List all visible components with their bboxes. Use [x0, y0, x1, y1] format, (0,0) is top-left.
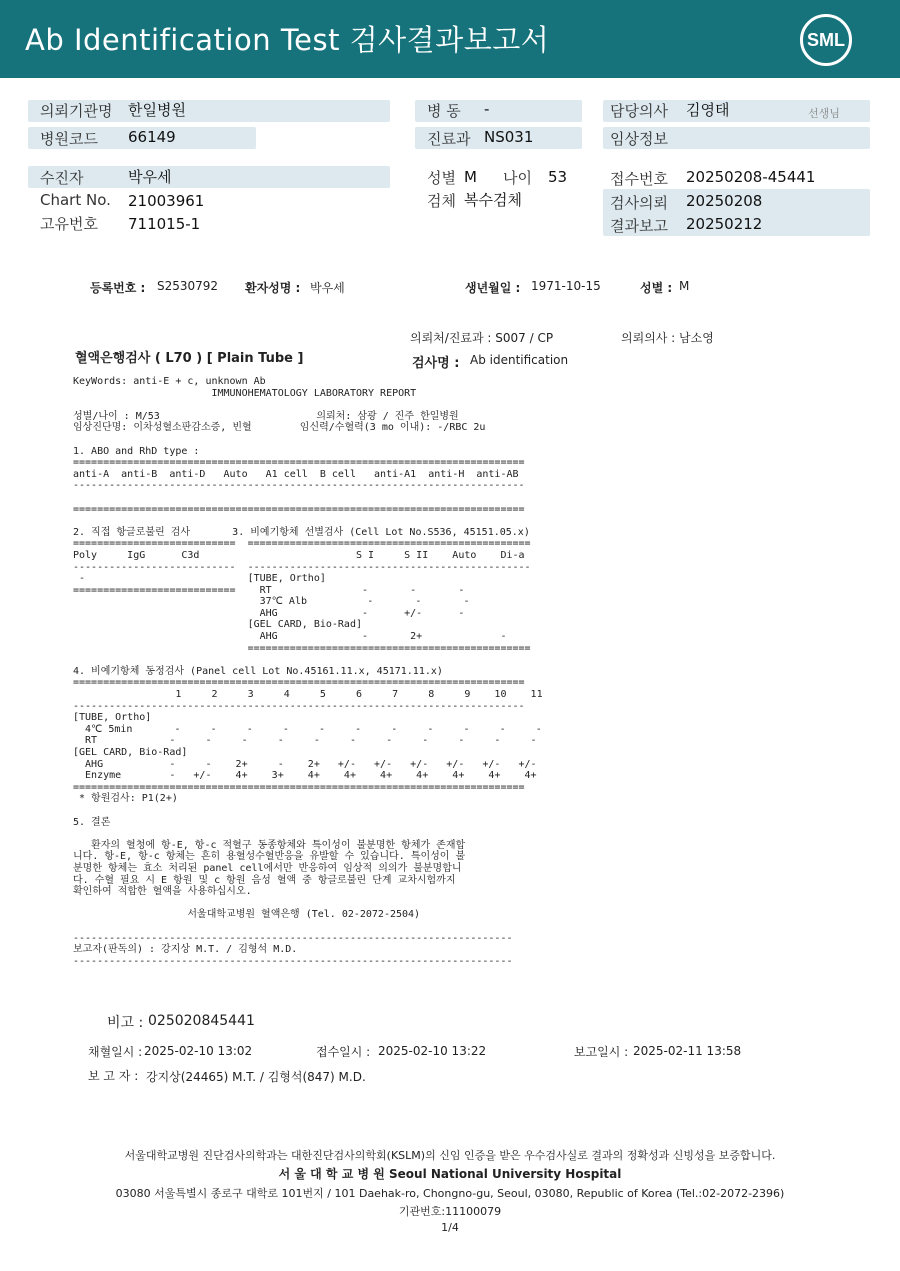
reg-no-label: 등록번호 : [90, 281, 146, 295]
report-line: 환자의 혈청에 항-E, 항-c 적혈구 동종항체와 특이성이 불분명한 항체가 존재합 [73, 839, 466, 851]
report-line: 확인하여 적합한 혈액을 사용하십시오. [73, 886, 252, 898]
footer-address: 03080 서울특별시 종로구 대학로 101번지 / 101 Daehak-ro, Chongno-gu, Seoul, 03080, Republic of Korea (Tel.:02-2072-2396) [115, 1187, 785, 1200]
report-line: 4℃ 5min - - - - - - - - - - - [73, 723, 542, 735]
chart-no-value: 21003961 [128, 192, 205, 210]
receipt-no-value: 20250208-45441 [686, 168, 816, 186]
report-line: 분명한 항체는 효소 처리된 panel cell에서만 반응하여 임상적 의의가 불분명합니 [73, 862, 462, 874]
report-line: =========================== RT - - - [73, 584, 465, 596]
chart-no-label: Chart No. [40, 191, 111, 209]
specimen-value: 복수검체 [464, 191, 522, 209]
collect-label: 채혈일시 : [88, 1045, 143, 1059]
report-body [73, 376, 543, 967]
report-line: [GEL CARD, Bio-Rad] [73, 619, 362, 631]
unique-no-label: 고유번호 [40, 215, 98, 233]
report-line: =========================== =============================================== [73, 538, 531, 550]
report-line: 보고자(판독의) : 강지상 M.T. / 김형석 M.D. [73, 944, 298, 956]
report-line: ------------------------------------------------------------------------- [73, 955, 513, 967]
reporter-value: 강지상(24465) M.T. / 김형석(847) M.D. [146, 1070, 366, 1084]
report-line: Enzyme - +/- 4+ 3+ 4+ 4+ 4+ 4+ 4+ 4+ 4+ [73, 770, 537, 782]
exam-dept: 의뢰처/진료과 : S007 / CP [410, 331, 554, 345]
hospital-code-label: 병원코드 [40, 130, 98, 148]
report-line: 다. 수혈 필요 시 E 항원 및 c 항원 음성 혈액 중 항글로불린 단계 교차시험까지 [73, 874, 456, 886]
sex-label: 성별 [427, 169, 456, 187]
dob-value: 1971-10-15 [531, 279, 601, 293]
patient-name-value: 박우세 [310, 281, 345, 295]
ward-label: 병 동 [427, 102, 461, 120]
sex-value: M [464, 168, 477, 186]
reg-sex-label: 성별 : [640, 281, 673, 295]
report-line: 1. ABO and RhD type : [73, 445, 200, 457]
dob-label: 생년월일 : [465, 281, 521, 295]
report-line: =========================================================================== [73, 503, 525, 515]
report-line [73, 805, 533, 817]
footer-certification: 서울대학교병원 진단검사의학과는 대한진단검사의학회(KSLM)의 신임 인증을 받은 우수검사실로 결과의 정확성과 신빙성을 보증합니다. [124, 1149, 776, 1162]
report-date-value: 20250212 [686, 215, 763, 233]
report-title: Ab Identification Test 검사결과보고서 [25, 23, 550, 57]
institution-label: 의뢰기관명 [40, 102, 113, 120]
report-line: =========================================================================== [73, 677, 525, 689]
sml-logo [800, 14, 852, 66]
institution-value: 한일병원 [128, 101, 186, 119]
sml-logo-text: SML [807, 30, 845, 50]
report-line: AHG - +/- - [73, 607, 465, 619]
report-line: [TUBE, Ortho] [73, 712, 152, 724]
specimen-label: 검체 [427, 192, 456, 210]
report-line: AHG - 2+ - [73, 631, 507, 643]
dept-value: NS031 [484, 128, 534, 146]
report-line: ------------------------------------------------------------------------- [73, 932, 513, 944]
report-line [73, 515, 533, 527]
page-number: 1/4 [441, 1221, 459, 1234]
report-line [73, 654, 533, 666]
report-line: --------------------------------------------------------------------------- [73, 700, 525, 712]
report-line: --------------------------------------------------------------------------- [73, 480, 525, 492]
note-value: 025020845441 [148, 1013, 255, 1029]
doctor-suffix: 선생님 [808, 107, 840, 120]
report-line: RT - - - - - - - - - - - [73, 735, 537, 747]
reg-sex-value: M [679, 279, 690, 293]
report-time-value: 2025-02-11 13:58 [633, 1044, 742, 1058]
dept-label: 진료과 [427, 130, 471, 148]
hospital-code-value: 66149 [128, 128, 176, 146]
report-line: AHG - - 2+ - 2+ +/- +/- +/- +/- +/- +/- [73, 758, 537, 770]
report-line [73, 828, 533, 840]
patient-name-label: 환자성명 : [245, 281, 301, 295]
reporter-label: 보 고 자 : [88, 1069, 139, 1083]
test-name-label: 검사명 : [412, 356, 460, 371]
note-label: 비고 : [107, 1015, 144, 1031]
footer-hospital: 서 울 대 학 교 병 원 Seoul National University Hospital [278, 1167, 622, 1181]
report-line: 1 2 3 4 5 6 7 8 9 10 11 [73, 689, 543, 701]
report-line: 37℃ Alb - - - [73, 596, 470, 608]
doctor-value: 김영태 [686, 101, 730, 119]
receive-label: 접수일시 : [316, 1045, 371, 1059]
report-header [0, 0, 900, 78]
report-line: * 항원검사: P1(2+) [73, 793, 178, 805]
request-date-label: 검사의뢰 [610, 194, 668, 212]
report-line: 니다. 항-E, 항-c 항체는 흔히 용혈성수혈반응을 유발할 수 있습니다. 특이성이 불 [73, 851, 466, 863]
report-line: --------------------------- ----------------------------------------------- [73, 561, 531, 573]
report-line [73, 399, 533, 411]
footer-institution-no: 기관번호:11100079 [398, 1205, 502, 1218]
report-line: 5. 결론 [73, 816, 111, 828]
test-title: 혈액은행검사 ( L70 ) [ Plain Tube ] [75, 351, 304, 366]
report-line: [GEL CARD, Bio-Rad] [73, 747, 188, 758]
report-line: 성별/나이 : M/53 의뢰처: 삼광 / 진주 한일병원 [73, 410, 459, 422]
report-line: 2. 직접 항글로불린 검사 3. 비예기항체 선별검사 (Cell Lot No.S536, 45151.05.x) [73, 526, 530, 538]
report-line: - [TUBE, Ortho] [73, 573, 326, 585]
report-line: 서울대학교병원 혈액은행 (Tel. 02-2072-2504) [73, 909, 421, 921]
ward-value: - [484, 100, 490, 118]
test-name-value: Ab identification [470, 353, 569, 367]
report-line: =========================================================================== [73, 781, 525, 793]
collect-value: 2025-02-10 13:02 [144, 1044, 253, 1058]
clinical-info-label: 임상정보 [610, 130, 668, 148]
unique-no-value: 711015-1 [128, 215, 201, 233]
report-line: 4. 비예기항체 동정검사 (Panel cell Lot No.45161.11.x, 45171.11.x) [73, 665, 443, 677]
request-date-value: 20250208 [686, 192, 763, 210]
report-line [73, 898, 533, 910]
exam-doctor: 의뢰의사 : 남소영 [621, 331, 714, 345]
receive-value: 2025-02-10 13:22 [378, 1044, 487, 1058]
reg-no-value: S2530792 [157, 279, 219, 293]
report-line [73, 492, 533, 504]
report-line: anti-A anti-B anti-D Auto A1 cell B cell anti-A1 anti-H anti-AB [73, 468, 519, 480]
report-line: 임상진단명: 이차성혈소판감소증, 빈혈 임신력/수혈력(3 mo 이내): -/RBC 2u [73, 422, 486, 434]
patient-label: 수진자 [40, 169, 84, 187]
report-line [73, 434, 533, 446]
report-line: KeyWords: anti-E + c, unknown Ab [73, 376, 266, 387]
patient-value: 박우세 [128, 168, 172, 186]
report-date-label: 결과보고 [610, 217, 668, 235]
age-label: 나이 [503, 169, 532, 187]
report-line [73, 921, 533, 933]
report-line: =============================================== [73, 642, 531, 654]
report-line: Poly IgG C3d S I S II Auto Di-a [73, 549, 525, 561]
doctor-label: 담당의사 [610, 102, 668, 120]
receipt-no-label: 접수번호 [610, 170, 668, 188]
age-value: 53 [548, 168, 568, 186]
report-line: =========================================================================== [73, 457, 525, 469]
report-line: IMMUNOHEMATOLOGY LABORATORY REPORT [73, 387, 417, 399]
report-time-label: 보고일시 : [574, 1045, 629, 1059]
